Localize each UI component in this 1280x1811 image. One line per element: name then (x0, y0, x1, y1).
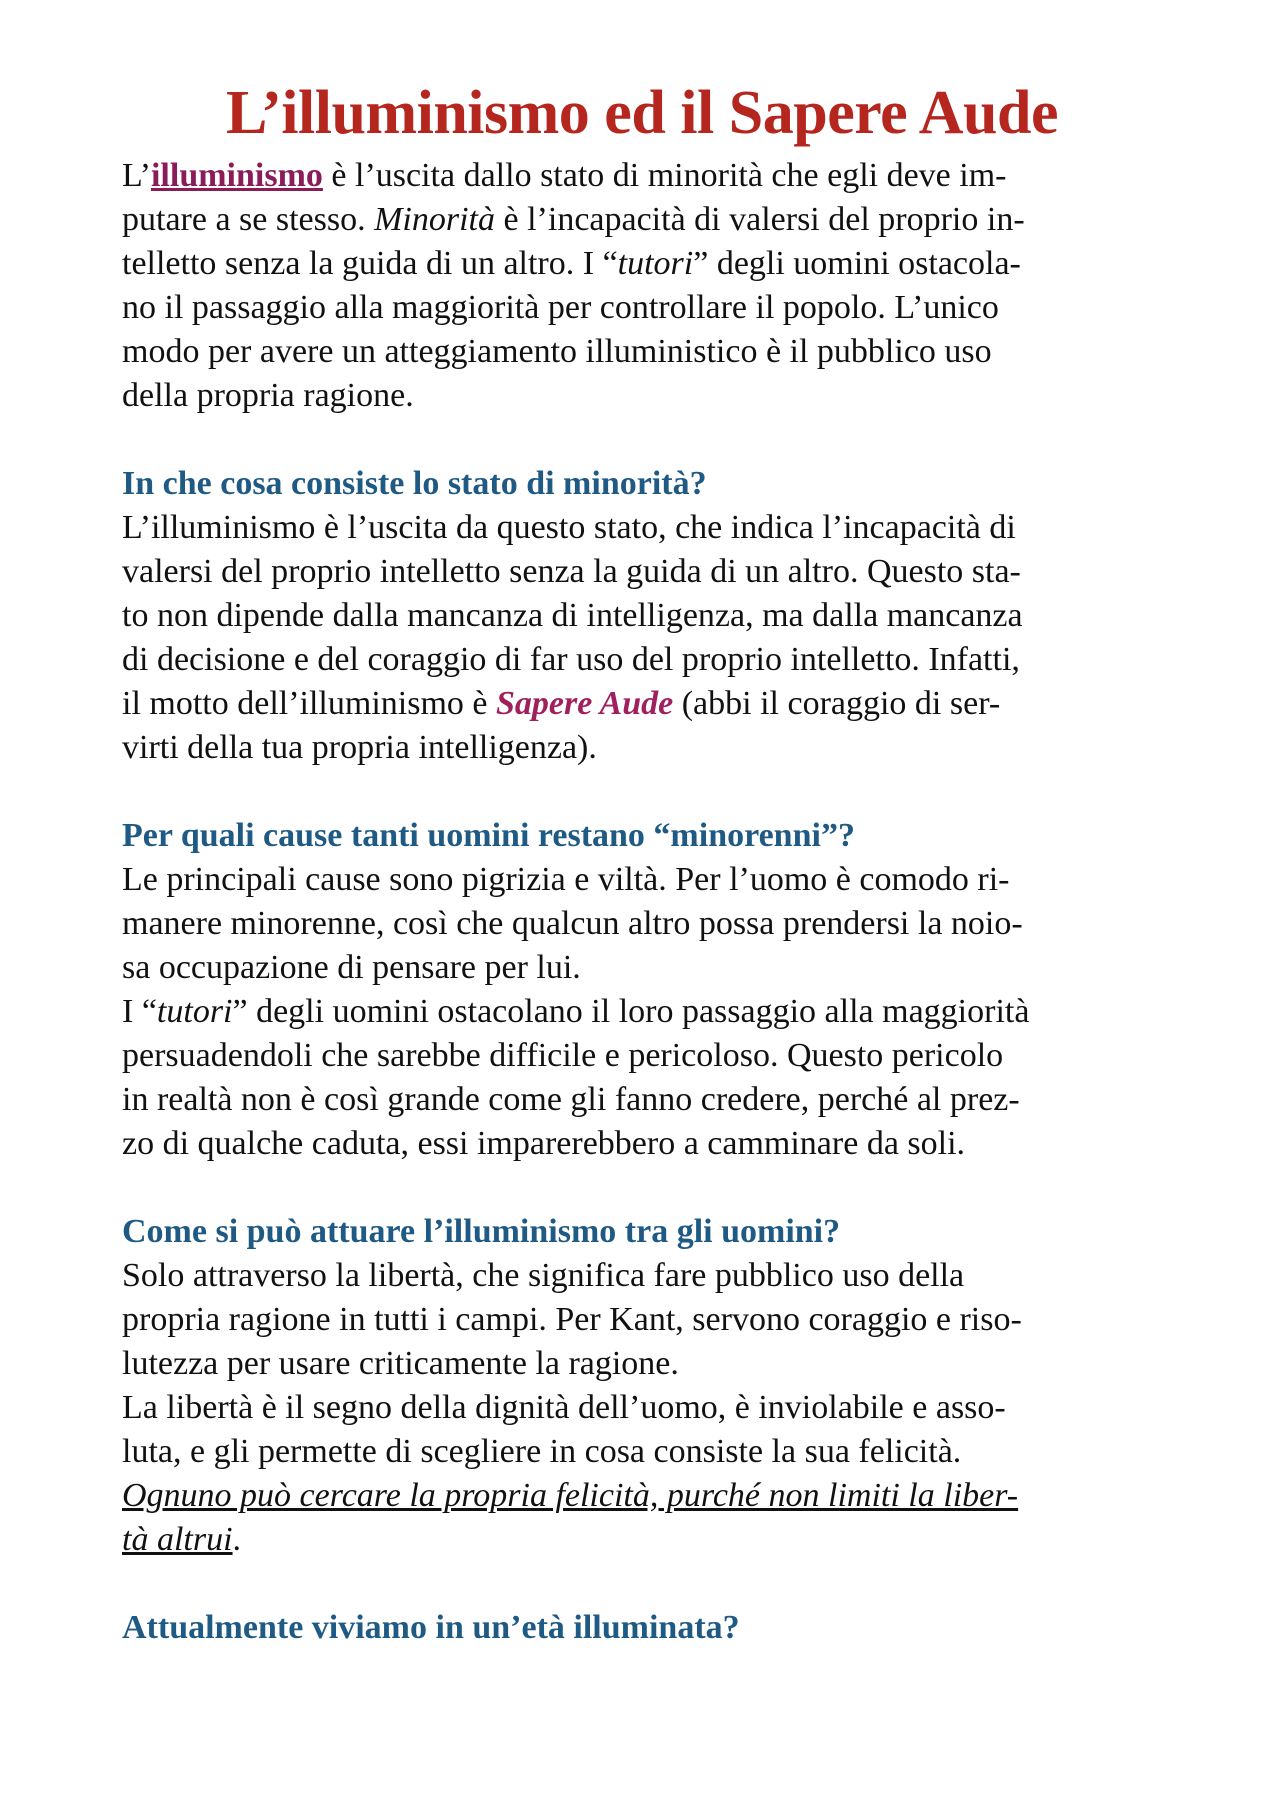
document-page (122, 72, 1162, 1650)
text-line: manere minorenne, così che qualcun altro possa prendersi la noio- (122, 905, 1023, 942)
text-run: L’ (122, 157, 151, 194)
spacer (122, 770, 1162, 814)
text-line (122, 682, 1162, 726)
section-heading-minorita: In che cosa consiste lo stato di minorità? (122, 465, 707, 502)
text-run: è l’incapacità di valersi del proprio in- (495, 201, 1025, 238)
text-run: I “ (122, 993, 157, 1030)
section-heading-eta-illuminata: Attualmente viviamo in un’età illuminata? (122, 1609, 740, 1646)
text-run: (abbi il coraggio di ser- (673, 685, 1001, 722)
page-title: L’illuminismo ed il Sapere Aude (225, 79, 1058, 147)
text-line: propria ragione in tutti i campi. Per Kant, servono coraggio e riso- (122, 1301, 1022, 1338)
text-line (122, 242, 1162, 286)
text-run: il motto dell’illuminismo è (122, 685, 496, 722)
text-run: è l’uscita dallo stato di minorità che egli deve im- (322, 157, 1007, 194)
section-paragraph-minorita (122, 506, 1162, 770)
text-line (122, 198, 1162, 242)
emphasis-tutori: tutori (156, 993, 233, 1030)
text-line: La libertà è il segno della dignità dell’uomo, è inviolabile e asso- (122, 1389, 1006, 1426)
text-line: virti della tua propria intelligenza). (122, 729, 597, 766)
text-line: in realtà non è così grande come gli fanno credere, perché al prez- (122, 1081, 1020, 1118)
text-line: to non dipende dalla mancanza di intelligenza, ma dalla mancanza (122, 597, 1023, 634)
text-line: persuadendoli che sarebbe difficile e pericoloso. Questo pericolo (122, 1037, 1004, 1074)
text-line (122, 990, 1162, 1034)
section-heading-cause: Per quali cause tanti uomini restano “minorenni”? (122, 817, 855, 854)
emphasis-tutori: tutori (617, 245, 694, 282)
text-line: Le principali cause sono pigrizia e viltà. Per l’uomo è comodo ri- (122, 861, 1010, 898)
keyword-illuminismo: illuminismo (150, 157, 323, 194)
spacer (122, 418, 1162, 462)
text-line: di decisione e del coraggio di far uso del proprio intelletto. Infatti, (122, 641, 1020, 678)
text-line: della propria ragione. (122, 377, 414, 414)
intro-paragraph (122, 154, 1162, 418)
text-line: no il passaggio alla maggiorità per controllare il popolo. L’unico (122, 289, 999, 326)
underlined-quote: Ognuno può cercare la propria felicità, purché non limiti la liber- (122, 1477, 1019, 1514)
text-run: putare a se stesso. (122, 201, 375, 238)
text-line: zo di qualche caduta, essi imparerebbero a camminare da soli. (122, 1125, 966, 1162)
text-line (122, 1474, 1162, 1518)
text-line: L’illuminismo è l’uscita da questo stato, che indica l’incapacità di (122, 509, 1016, 546)
text-run: telletto senza la guida di un altro. I “ (122, 245, 618, 282)
underlined-quote-end: tà altrui (122, 1521, 233, 1558)
text-run: ” degli uomini ostacola- (693, 245, 1021, 282)
section-heading-attuare: Come si può attuare l’illuminismo tra gli uomini? (122, 1213, 841, 1250)
section-paragraph-attuare (122, 1254, 1162, 1562)
emphasis-minorita: Minorità (374, 201, 496, 238)
text-line: luta, e gli permette di scegliere in cosa consiste la sua felicità. (122, 1433, 962, 1470)
text-line (122, 154, 1162, 198)
section-paragraph-cause (122, 858, 1162, 1166)
spacer (122, 1562, 1162, 1606)
text-line: Solo attraverso la libertà, che significa fare pubblico uso della (122, 1257, 965, 1294)
motto-sapere-aude: Sapere Aude (495, 685, 674, 722)
text-run: . (232, 1521, 242, 1558)
text-line: valersi del proprio intelletto senza la guida di un altro. Questo sta- (122, 553, 1021, 590)
text-line (122, 1518, 1162, 1562)
text-line: modo per avere un atteggiamento illuministico è il pubblico uso (122, 333, 992, 370)
text-line: lutezza per usare criticamente la ragione. (122, 1345, 679, 1382)
spacer (122, 1166, 1162, 1210)
text-run: ” degli uomini ostacolano il loro passaggio alla maggiorità (232, 993, 1030, 1030)
text-line: sa occupazione di pensare per lui. (122, 949, 581, 986)
